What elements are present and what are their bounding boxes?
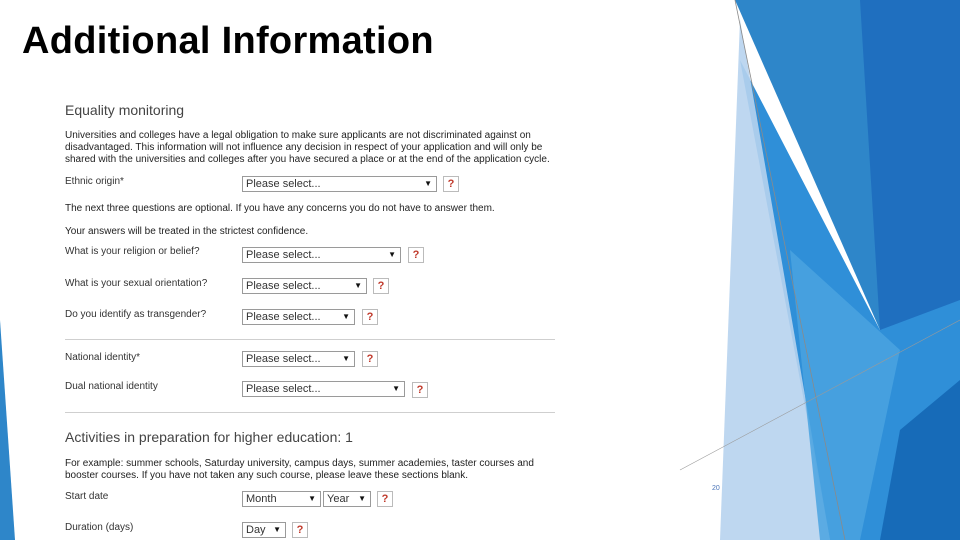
chevron-down-icon: ▼ bbox=[342, 354, 350, 363]
divider bbox=[65, 339, 555, 340]
sexual-orientation-select[interactable] bbox=[242, 278, 367, 294]
start-month-value: Month bbox=[246, 493, 277, 505]
religion-select[interactable] bbox=[242, 247, 401, 263]
slide-title: Additional Information bbox=[22, 20, 434, 62]
dual-national-identity-value: Please select... bbox=[246, 383, 321, 395]
national-identity-select[interactable] bbox=[242, 351, 355, 367]
sexual-orientation-value: Please select... bbox=[246, 280, 321, 292]
help-icon[interactable]: ? bbox=[412, 382, 428, 398]
transgender-select[interactable] bbox=[242, 309, 355, 325]
dual-national-identity-label: Dual national identity bbox=[65, 381, 158, 392]
divider bbox=[65, 412, 555, 413]
help-icon[interactable]: ? bbox=[377, 491, 393, 507]
transgender-value: Please select... bbox=[246, 311, 321, 323]
religion-label: What is your religion or belief? bbox=[65, 246, 200, 257]
confidence-note: Your answers will be treated in the strictest confidence. bbox=[65, 226, 309, 237]
slide-page-number: 20 bbox=[712, 485, 720, 492]
help-icon[interactable]: ? bbox=[408, 247, 424, 263]
start-year-value: Year bbox=[327, 493, 350, 505]
chevron-down-icon: ▼ bbox=[358, 494, 366, 503]
start-date-label: Start date bbox=[65, 491, 109, 502]
national-identity-value: Please select... bbox=[246, 353, 321, 365]
start-month-select[interactable] bbox=[242, 491, 321, 507]
religion-value: Please select... bbox=[246, 249, 321, 261]
equality-heading: Equality monitoring bbox=[65, 102, 185, 118]
chevron-down-icon: ▼ bbox=[388, 250, 396, 259]
activities-heading: Activities in preparation for higher education: 1 bbox=[65, 429, 353, 445]
dual-national-identity-select[interactable] bbox=[242, 381, 405, 397]
chevron-down-icon: ▼ bbox=[354, 281, 362, 290]
duration-value: Day bbox=[246, 524, 266, 536]
activities-intro: For example: summer schools, Saturday university, campus days, summer academies, taster courses and booster courses. If you have not taken any such course, please leave these sections blank. bbox=[65, 458, 534, 481]
ethnic-origin-value: Please select... bbox=[246, 178, 321, 190]
chevron-down-icon: ▼ bbox=[424, 179, 432, 188]
start-year-select[interactable] bbox=[323, 491, 371, 507]
help-icon[interactable]: ? bbox=[292, 522, 308, 538]
help-icon[interactable]: ? bbox=[362, 309, 378, 325]
transgender-label: Do you identify as transgender? bbox=[65, 309, 207, 320]
ethnic-origin-label: Ethnic origin* bbox=[65, 176, 124, 187]
chevron-down-icon: ▼ bbox=[308, 494, 316, 503]
help-icon[interactable]: ? bbox=[362, 351, 378, 367]
chevron-down-icon: ▼ bbox=[273, 525, 281, 534]
help-icon[interactable]: ? bbox=[373, 278, 389, 294]
duration-select[interactable] bbox=[242, 522, 286, 538]
sexual-orientation-label: What is your sexual orientation? bbox=[65, 278, 208, 289]
equality-intro: Universities and colleges have a legal obligation to make sure applicants are not discriminated against on disadvantaged. This information will not influence any decision in respect of your application and will only be shared with the universities and colleges after you have secured a place or at the end of the application cycle. bbox=[65, 130, 550, 165]
optional-note: The next three questions are optional. If you have any concerns you do not have to answer them. bbox=[65, 203, 495, 214]
ethnic-origin-select[interactable] bbox=[242, 176, 437, 192]
chevron-down-icon: ▼ bbox=[392, 384, 400, 393]
national-identity-label: National identity* bbox=[65, 352, 141, 363]
help-icon[interactable]: ? bbox=[443, 176, 459, 192]
chevron-down-icon: ▼ bbox=[342, 312, 350, 321]
duration-label: Duration (days) bbox=[65, 522, 134, 533]
